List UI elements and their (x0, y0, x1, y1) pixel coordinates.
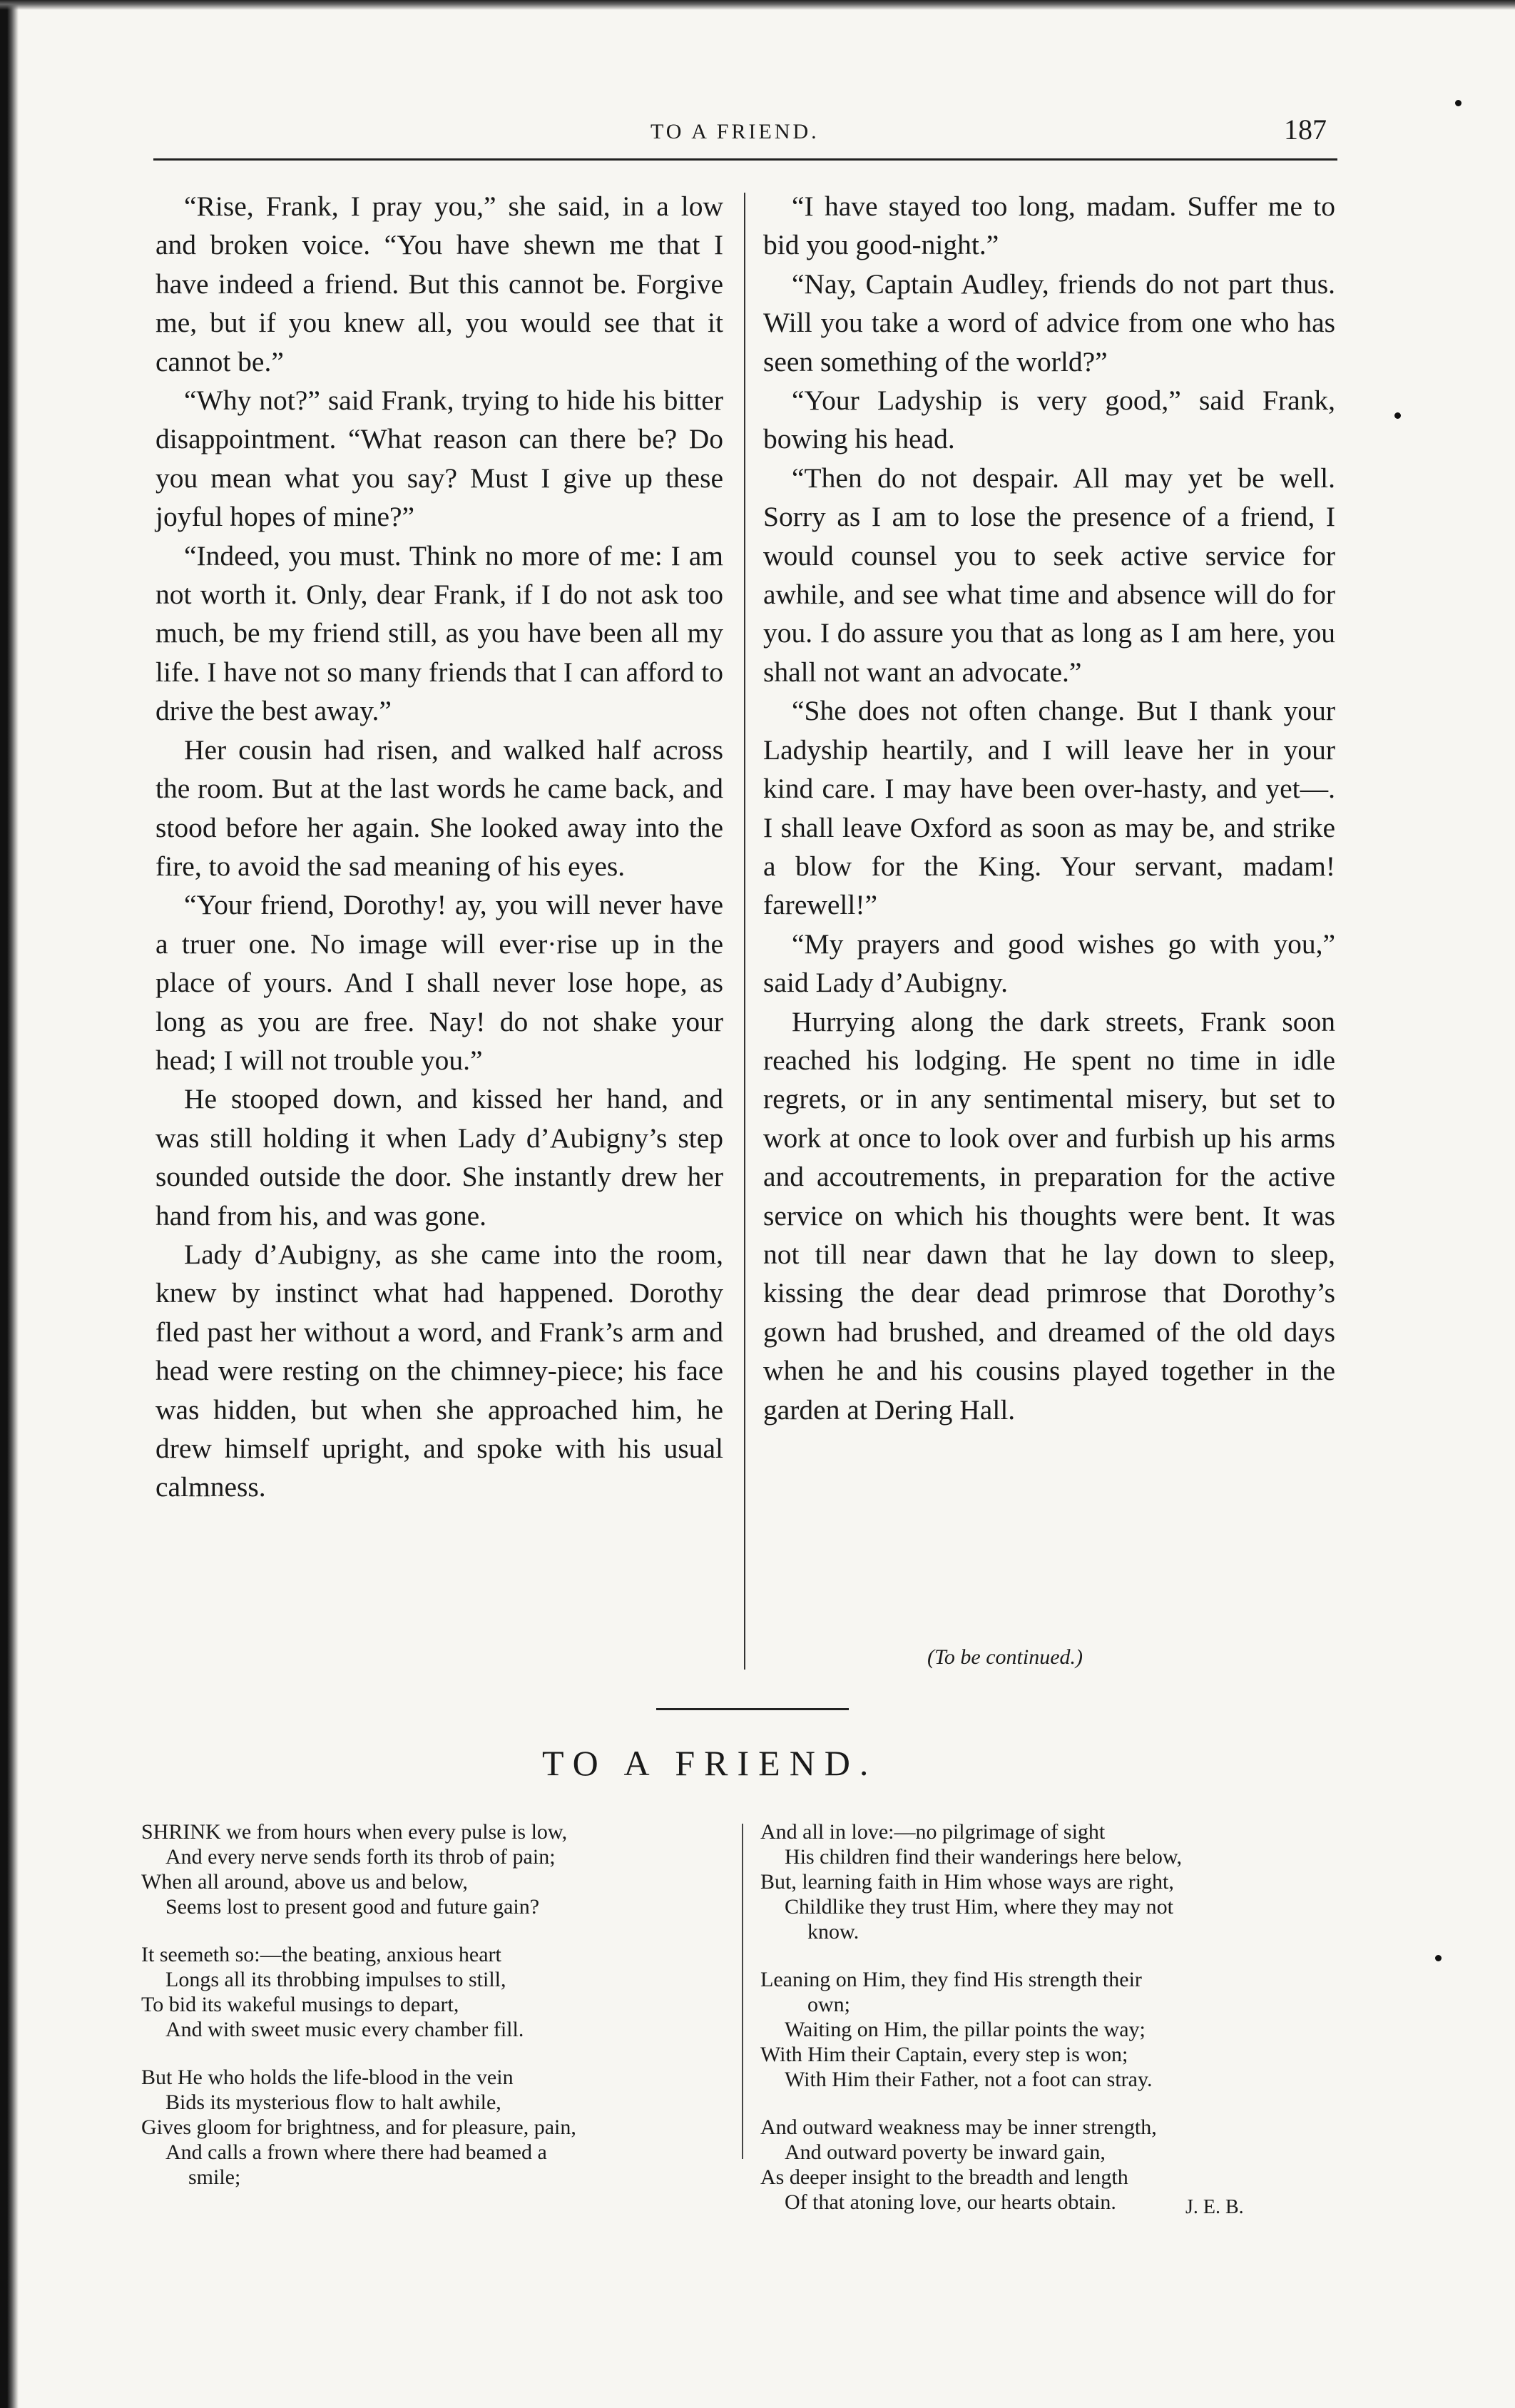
poem-line: know. (807, 1920, 859, 1944)
story-paragraph: “Indeed, you must. Think no more of me: I am not worth it. Only, dear Frank, if I do not ask too much, be my friend still, as you have been all my life. I have not so many friends that I can afford to drive the best away.” (155, 539, 723, 727)
poem-line: When all around, above us and below, (141, 1870, 468, 1894)
poem-line: And with sweet music every chamber fill. (165, 2018, 524, 2041)
ink-speck (1435, 1955, 1442, 1961)
story-paragraph: Her cousin had risen, and walked half across the room. But at the last words he came back, and stood before her again. She looked away into the fire, to avoid the sad meaning of his eyes. (155, 733, 723, 882)
poem-line: Childlike they trust Him, where they may not (785, 1895, 1173, 1919)
poem-stanza (141, 1819, 719, 1919)
poem-line: Leaning on Him, they find His strength their (760, 1968, 1142, 1991)
poem-line: Longs all its throbbing impulses to still, (165, 1968, 506, 1991)
poem-line: His children find their wanderings here below, (785, 1845, 1183, 1869)
poem-line: Of that atoning love, our hearts obtain. (785, 2190, 1116, 2214)
poem-line: Seems lost to present good and future gain? (165, 1895, 540, 1919)
poem-line: But, learning faith in Him whose ways are right, (760, 1870, 1174, 1894)
poem-line: With Him their Captain, every step is won; (760, 2043, 1128, 2066)
poem-line: smile; (188, 2165, 241, 2189)
poem-line: Waiting on Him, the pillar points the way; (785, 2018, 1146, 2041)
poem-column-divider (742, 1824, 743, 2159)
story-paragraph: Hurrying along the dark streets, Frank soon reached his lodging. He spent no time in idle regrets, or in any sentimental misery, but set to work at once to look over and furbish up his arms and accoutrements, in preparation for the active service on which his thoughts were bent. It was not till near dawn that he lay down to sleep, kissing the dear dead primrose that Dorothy’s gown had brushed, and dreamed of the old days when he and his cousins played together in the garden at Dering Hall. (763, 1005, 1335, 1426)
story-paragraph: “My prayers and good wishes go with you,” said Lady d’Aubigny. (763, 928, 1335, 999)
poem-column-left (141, 1819, 719, 2213)
poem-stanza (760, 2115, 1338, 2215)
poem-line: And every nerve sends forth its throb of pain; (165, 1845, 556, 1869)
poem-title: TO A FRIEND. (542, 1743, 878, 1783)
poem-signature: J. E. B. (1185, 2196, 1244, 2218)
page-number: 187 (1284, 113, 1327, 146)
story-column-left (155, 187, 723, 1507)
story-column-right (763, 187, 1335, 1429)
running-header: TO A FRIEND. (651, 120, 820, 143)
poem-stanza (141, 1942, 719, 2042)
poem-line: own; (807, 1993, 850, 2016)
column-divider (744, 193, 745, 1670)
story-paragraph: “I have stayed too long, madam. Suffer me to bid you good-night.” (763, 190, 1335, 261)
poem-line: Bids its mysterious flow to halt awhile, (165, 2091, 501, 2114)
poem-column-right (760, 1819, 1338, 2237)
poem-line: With Him their Father, not a foot can stray. (785, 2068, 1153, 2091)
poem-line: And outward poverty be inward gain, (785, 2140, 1106, 2164)
header-rule (153, 158, 1337, 161)
poem-line: But He who holds the life-blood in the vein (141, 2066, 514, 2089)
story-paragraph: “Why not?” said Frank, trying to hide his bitter disappointment. “What reason can there be? Do you mean what you say? Must I give up these joyful hopes of mine?” (155, 385, 723, 533)
continued-note: (To be continued.) (927, 1645, 1083, 1669)
ink-speck (1394, 412, 1401, 419)
poem-line: It seemeth so:—the beating, anxious heart (141, 1943, 501, 1966)
poem-line: And all in love:—no pilgrimage of sight (760, 1820, 1106, 1844)
story-paragraph: “Rise, Frank, I pray you,” she said, in a low and broken voice. “You have shewn me that I have indeed a friend. But this cannot be. Forgive me, but if you knew all, you would see that it cannot be.” (155, 190, 723, 377)
poem-line: And outward weakness may be inner strength, (760, 2115, 1157, 2139)
page-top-edge (0, 0, 1515, 10)
poem-line: Gives gloom for brightness, and for pleasure, pain, (141, 2115, 576, 2139)
poem-line: As deeper insight to the breadth and length (760, 2165, 1128, 2189)
poem-line: SHRINK we from hours when every pulse is low, (141, 1820, 568, 1844)
story-paragraph: He stooped down, and kissed her hand, and was still holding it when Lady d’Aubigny’s step sounded outside the door. She instantly drew her hand from his, and was gone. (155, 1083, 723, 1231)
page-binding-edge (0, 0, 19, 2408)
section-rule (656, 1708, 849, 1710)
poem-line: To bid its wakeful musings to depart, (141, 1993, 459, 2016)
ink-speck (1455, 100, 1462, 106)
story-paragraph: “Nay, Captain Audley, friends do not part thus. Will you take a word of advice from one who has seen something of the world?” (763, 268, 1335, 377)
story-paragraph: “Your Ladyship is very good,” said Frank, bowing his head. (763, 385, 1335, 455)
story-paragraph: “Your friend, Dorothy! ay, you will never have a truer one. No image will ever·rise up in the place of yours. And I shall never lose hope, as long as you are free. Nay! do not shake your head; I will not trouble you.” (155, 889, 723, 1076)
story-paragraph: “Then do not despair. All may yet be well. Sorry as I am to lose the presence of a friend, I would counsel you to seek active service for awhile, and see what time and absence will do for you. I do assure you that as long as I am here, you shall not want an advocate.” (763, 462, 1335, 688)
poem-stanza (141, 2065, 719, 2190)
poem-line: And calls a frown where there had beamed a (165, 2140, 547, 2164)
story-paragraph: “She does not often change. But I thank your Ladyship heartily, and I will leave her in your kind care. I may have been over-hasty, and yet—. I shall leave Oxford as soon as may be, and strike a blow for the King. Your servant, madam! farewell!” (763, 695, 1335, 921)
poem-stanza (760, 1819, 1338, 1944)
poem-stanza (760, 1967, 1338, 2092)
story-paragraph: Lady d’Aubigny, as she came into the room, knew by instinct what had happened. Dorothy fled past her without a word, and Frank’s arm and head were resting on the chimney-piece; his face was hidden, but when she approached him, he drew himself upright, and spoke with his usual calmness. (155, 1238, 723, 1503)
